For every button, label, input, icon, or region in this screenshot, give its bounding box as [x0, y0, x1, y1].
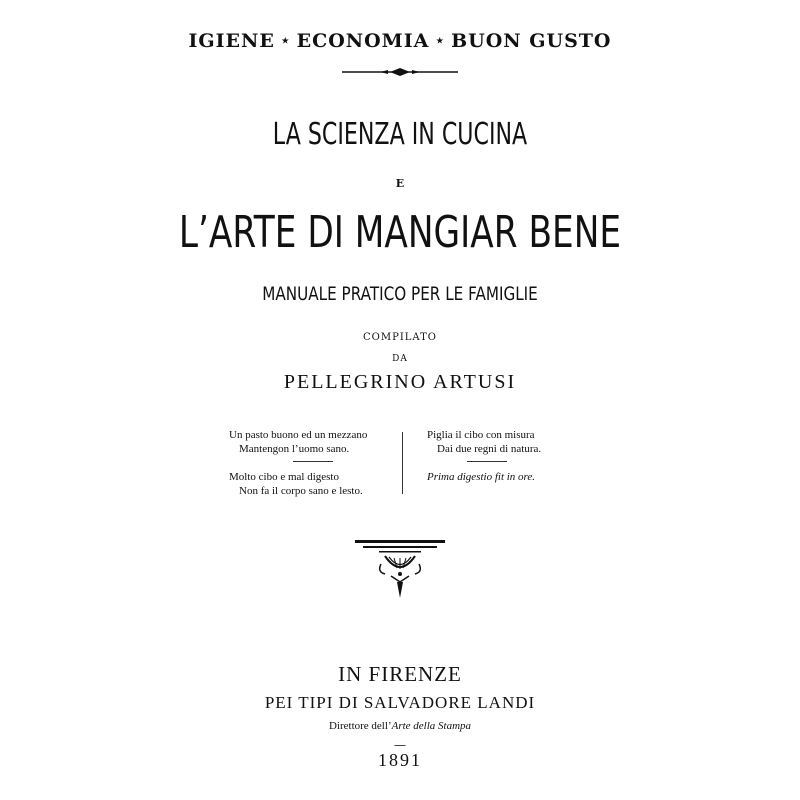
verses-left-column — [229, 428, 397, 498]
main-title-line2: L’ARTE DI MANGIAR BENE — [178, 207, 622, 258]
verse-line: Dai due regni di natura. — [437, 443, 542, 455]
by-label: DA — [392, 354, 408, 364]
epigraph-verses — [229, 428, 589, 498]
star-icon: ⋆ — [435, 33, 446, 49]
verse-divider — [467, 461, 507, 462]
motto-line — [0, 30, 800, 52]
subtitle: MANUALE PRATICO PER LE FAMIGLIE — [262, 283, 538, 305]
title-conjunction: E — [395, 177, 405, 190]
imprint-dash: — — [394, 738, 406, 752]
motto-economy: ECONOMIA — [296, 30, 430, 52]
lyre-ornament-icon — [353, 538, 447, 600]
motto-taste: BUON GUSTO — [451, 30, 612, 52]
director-prefix: Direttore dell’ — [328, 720, 392, 732]
verse-line: Molto cibo e mal digesto — [229, 471, 339, 483]
compiled-label: COMPILATO — [363, 332, 437, 343]
author-name: PELLEGRINO ARTUSI — [283, 371, 517, 393]
verse-line: Un pasto buono ed un mezzano — [229, 429, 368, 441]
verses-right-column — [427, 428, 597, 484]
star-icon: ⋆ — [280, 33, 291, 49]
imprint-city: IN FIRENZE — [338, 662, 462, 686]
imprint-director — [0, 720, 800, 732]
main-title-line1: LA SCIENZA IN CUCINA — [272, 117, 528, 152]
verse-divider — [293, 461, 333, 462]
verse-line-latin: Prima digestio fit in ore. — [427, 471, 536, 483]
verse-line: Piglia il cibo con misura — [427, 429, 535, 441]
publication-year: 1891 — [378, 750, 422, 770]
motto-hygiene: IGIENE — [188, 30, 275, 52]
verse-line: Non fa il corpo sano e lesto. — [239, 485, 363, 497]
top-ornament-rule — [0, 64, 800, 84]
verses-column-separator — [402, 432, 403, 494]
director-italic: Arte della Stampa — [391, 720, 472, 732]
imprint-printer: PEI TIPI DI SALVADORE LANDI — [264, 693, 536, 712]
rule-ornament-icon — [340, 64, 460, 80]
verse-line: Mantengon l’uomo sano. — [239, 443, 350, 455]
center-ornament — [353, 538, 447, 604]
